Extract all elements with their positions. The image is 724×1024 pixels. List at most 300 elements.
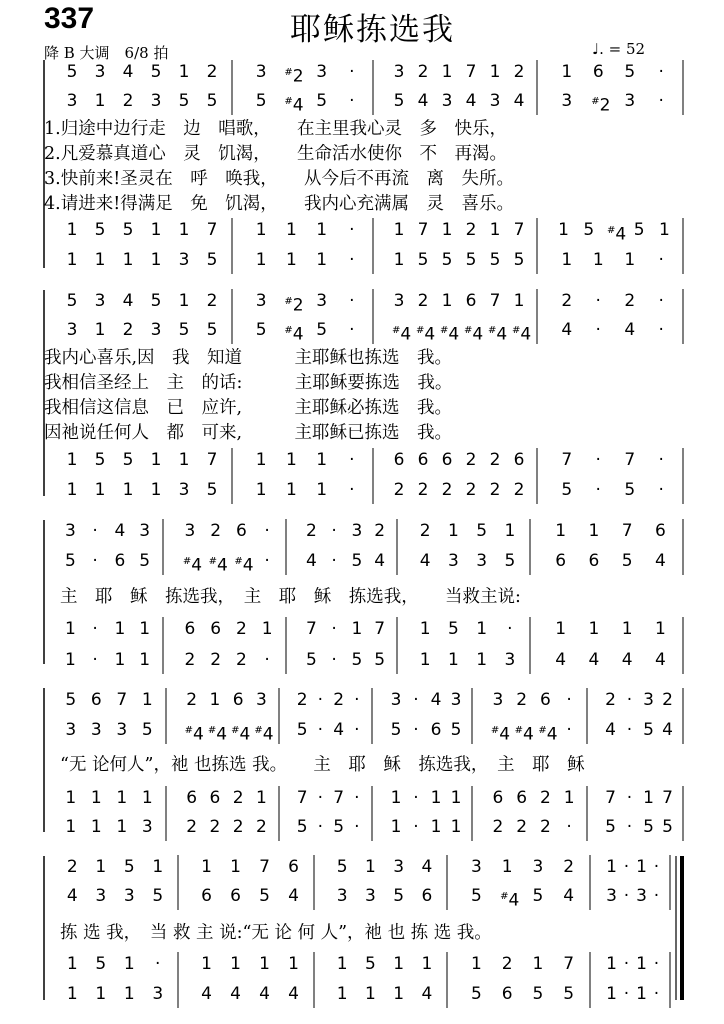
note: 1 <box>94 320 106 340</box>
note: 3 <box>178 250 190 270</box>
note: 1 <box>316 450 328 470</box>
note: 4 <box>122 62 134 82</box>
note: 4 <box>333 720 345 740</box>
note: 2 <box>184 650 196 670</box>
lyric-line: “无 论何人”，祂 也拣选 我。 主 耶 稣 拣选我， 主 耶 稣 <box>60 755 585 775</box>
note: 3 <box>532 857 544 877</box>
note: 1 <box>150 250 162 270</box>
note: 2 <box>66 857 78 877</box>
lyric-line: 2.凡爱慕真道心 灵 饥渴， 生命活水使你 不 再渴。 <box>44 144 507 164</box>
note: · <box>413 817 419 837</box>
note: · <box>349 220 355 240</box>
note: 3 <box>64 521 76 541</box>
note: #4 <box>182 555 203 576</box>
note: 5 <box>178 320 190 340</box>
note: 1 <box>288 954 299 974</box>
note: 2 <box>419 521 431 541</box>
note: · <box>595 291 601 311</box>
note: 1 <box>636 954 647 974</box>
lyric-line: 因祂说任何人 都 可来, 主耶稣已拣选 我。 <box>44 423 453 443</box>
note: 6 <box>210 619 222 639</box>
note: · <box>507 619 513 639</box>
note: 2 <box>516 817 528 837</box>
note: 5 <box>123 857 135 877</box>
note: 6 <box>186 788 198 808</box>
note: #4 <box>512 324 532 345</box>
note: 1 <box>441 62 453 82</box>
note: 3 <box>150 320 162 340</box>
note: 5 <box>532 886 544 906</box>
note: · <box>623 954 630 974</box>
note: 1 <box>606 857 617 877</box>
note: 5 <box>296 817 308 837</box>
note: 4 <box>662 720 673 740</box>
note: 3 <box>178 480 190 500</box>
key-signature: 降 B 大调 6/8 拍 <box>44 44 169 62</box>
note: #4 <box>514 724 534 745</box>
note: 1 <box>64 650 76 670</box>
note: 3 <box>393 62 405 82</box>
note: 1 <box>255 250 267 270</box>
note: 1 <box>476 650 488 670</box>
note: · <box>413 690 419 710</box>
note: · <box>653 857 660 877</box>
note: · <box>658 91 664 111</box>
note: 2 <box>539 788 551 808</box>
note: 7 <box>206 220 218 240</box>
note: 6 <box>209 788 221 808</box>
note: #2 <box>284 295 304 316</box>
note: 5 <box>624 62 636 82</box>
note: 7 <box>333 788 345 808</box>
note: · <box>623 984 630 1004</box>
note: · <box>264 650 270 670</box>
note: 5 <box>351 650 363 670</box>
note: 5 <box>122 450 134 470</box>
note: 1 <box>658 220 670 240</box>
note: 1 <box>178 291 190 311</box>
note: 2 <box>210 650 222 670</box>
note: 1 <box>90 817 102 837</box>
note: 5 <box>206 480 218 500</box>
note: · <box>264 521 270 541</box>
note: 1 <box>441 291 453 311</box>
note: · <box>331 521 337 541</box>
note: 1 <box>504 521 516 541</box>
note: 7 <box>374 619 386 639</box>
note: 4 <box>624 320 636 340</box>
note: · <box>653 984 660 1004</box>
note: 1 <box>563 788 575 808</box>
note: 1 <box>513 291 525 311</box>
note: 1 <box>430 788 442 808</box>
note: 5 <box>624 480 636 500</box>
note: · <box>566 690 572 710</box>
note: 1 <box>421 954 433 974</box>
note: 5 <box>316 320 328 340</box>
note: 2 <box>186 817 198 837</box>
note: 4 <box>421 984 433 1004</box>
note: 2 <box>489 480 501 500</box>
note: · <box>349 91 355 111</box>
note: · <box>658 450 664 470</box>
note: · <box>349 250 355 270</box>
note: #2 <box>284 66 304 87</box>
note: · <box>658 291 664 311</box>
note: 3 <box>624 91 636 111</box>
note: 1 <box>561 62 573 82</box>
note: 4 <box>430 690 442 710</box>
note: 1 <box>316 480 328 500</box>
note: 1 <box>95 857 107 877</box>
note: 1 <box>90 788 102 808</box>
note: 5 <box>255 91 267 111</box>
note: 5 <box>374 650 386 670</box>
note: 1 <box>65 788 77 808</box>
note: · <box>92 650 98 670</box>
note: 3 <box>364 886 376 906</box>
note: 5 <box>64 551 76 571</box>
note: · <box>354 788 360 808</box>
note: 1 <box>123 984 135 1004</box>
note: 5 <box>583 220 595 240</box>
note: 1 <box>390 817 402 837</box>
note: · <box>349 450 355 470</box>
note: 5 <box>447 619 459 639</box>
note: 7 <box>605 788 616 808</box>
note: · <box>626 720 633 740</box>
note: #4 <box>234 555 254 576</box>
note: 5 <box>66 62 78 82</box>
note: 1 <box>139 619 151 639</box>
note: 5 <box>504 551 516 571</box>
note: 4 <box>230 984 241 1004</box>
note: 3 <box>65 720 77 740</box>
note: 2 <box>513 62 525 82</box>
note: 1 <box>285 450 297 470</box>
note: #4 <box>254 724 274 745</box>
note: · <box>354 720 360 740</box>
note: · <box>595 450 601 470</box>
note: 2 <box>516 690 528 710</box>
note: 4 <box>122 291 134 311</box>
note: 5 <box>393 886 405 906</box>
note: #4 <box>500 890 520 911</box>
note: 1 <box>116 788 128 808</box>
note: 6 <box>555 551 567 571</box>
note: 1 <box>441 220 453 240</box>
note: 4 <box>654 551 666 571</box>
note: 3 <box>390 690 402 710</box>
note: 5 <box>152 886 164 906</box>
note: 4 <box>417 91 429 111</box>
note: 5 <box>643 817 654 837</box>
note: 6 <box>501 984 513 1004</box>
note: 1 <box>95 984 107 1004</box>
note: 5 <box>662 817 673 837</box>
note: 4 <box>66 886 78 906</box>
note: 1 <box>94 250 106 270</box>
note: 3 <box>447 551 459 571</box>
note: 3 <box>393 291 405 311</box>
note: 1 <box>555 521 567 541</box>
note: 5 <box>333 817 345 837</box>
note: 1 <box>501 857 513 877</box>
note: 2 <box>465 220 477 240</box>
note: 4 <box>374 551 386 571</box>
note: 4 <box>621 650 633 670</box>
note: 7 <box>489 291 501 311</box>
note: 2 <box>235 650 247 670</box>
note: 1 <box>152 857 164 877</box>
note: 7 <box>621 521 633 541</box>
note: 1 <box>532 954 544 974</box>
note: 3 <box>476 551 488 571</box>
note: 2 <box>605 690 616 710</box>
note: 1 <box>65 817 77 837</box>
note: 1 <box>64 619 76 639</box>
note: 1 <box>636 984 647 1004</box>
note: 5 <box>390 720 402 740</box>
note: 1 <box>561 250 573 270</box>
note: 6 <box>654 521 666 541</box>
note: 1 <box>447 521 459 541</box>
note: 1 <box>255 220 267 240</box>
note: 6 <box>114 551 126 571</box>
note: 1 <box>66 450 78 470</box>
note: 5 <box>393 91 405 111</box>
note: 1 <box>122 480 134 500</box>
note: 2 <box>489 450 501 470</box>
note: 7 <box>563 954 575 974</box>
note: 1 <box>606 954 617 974</box>
note: 5 <box>122 220 134 240</box>
note: 1 <box>139 650 151 670</box>
lyric-line: 3.快前来!圣灵在 呼 唤我， 从今后不再流 离 失所。 <box>44 169 514 189</box>
note: 6 <box>441 450 453 470</box>
note: 1 <box>489 62 501 82</box>
note: 1 <box>364 984 376 1004</box>
note: 5 <box>643 720 654 740</box>
note: 1 <box>114 650 126 670</box>
note: 1 <box>178 62 190 82</box>
note: 5 <box>450 720 462 740</box>
note: 2 <box>417 480 429 500</box>
note: 3 <box>94 291 106 311</box>
note: 5 <box>532 984 544 1004</box>
note: 5 <box>470 984 482 1004</box>
note: 4 <box>588 650 600 670</box>
note: 2 <box>501 954 513 974</box>
note: 2 <box>563 857 575 877</box>
note: 1 <box>116 817 128 837</box>
note: 5 <box>513 250 525 270</box>
note: 5 <box>441 250 453 270</box>
note: #4 <box>416 324 436 345</box>
note: 5 <box>605 817 616 837</box>
note: #4 <box>392 324 412 345</box>
note: 5 <box>465 250 477 270</box>
note: #4 <box>284 324 304 345</box>
note: 1 <box>636 857 647 877</box>
note: 1 <box>390 788 402 808</box>
note: 2 <box>206 62 218 82</box>
note: 1 <box>393 250 405 270</box>
note: · <box>653 954 660 974</box>
note: 7 <box>417 220 429 240</box>
note: #4 <box>184 724 204 745</box>
note: 3 <box>141 817 153 837</box>
note: 1 <box>285 220 297 240</box>
note: 1 <box>336 984 348 1004</box>
note: 6 <box>592 62 604 82</box>
note: 2 <box>374 521 386 541</box>
note: 5 <box>476 521 488 541</box>
note: 4 <box>465 91 477 111</box>
note: 1 <box>621 619 633 639</box>
note: 3 <box>450 690 462 710</box>
note: · <box>349 62 355 82</box>
note: 1 <box>178 450 190 470</box>
note: 1 <box>430 817 442 837</box>
note: 5 <box>206 250 218 270</box>
note: 1 <box>66 954 78 974</box>
note: 3 <box>139 521 151 541</box>
note: 3 <box>606 886 617 906</box>
note: · <box>595 320 601 340</box>
note: 1 <box>261 619 273 639</box>
note: 2 <box>662 690 673 710</box>
note: 1 <box>419 619 431 639</box>
note: 1 <box>606 984 617 1004</box>
lyric-line: 拣 选 我， 当 救 主 说:“无 论 何 人”，祂 也 拣 选 我。 <box>60 923 492 943</box>
note: 2 <box>235 619 247 639</box>
note: 5 <box>417 250 429 270</box>
note: 5 <box>255 320 267 340</box>
note: 1 <box>285 250 297 270</box>
note: · <box>626 690 633 710</box>
note: 1 <box>364 857 376 877</box>
note: 7 <box>662 788 673 808</box>
note: #4 <box>207 724 228 745</box>
note: 1 <box>255 450 267 470</box>
note: 1 <box>588 521 600 541</box>
note: #4 <box>488 324 508 345</box>
note: 2 <box>393 480 405 500</box>
note: 6 <box>417 450 429 470</box>
note: · <box>566 817 572 837</box>
note: 1 <box>643 788 654 808</box>
note: 2 <box>209 817 221 837</box>
note: 6 <box>539 690 551 710</box>
note: 5 <box>150 291 162 311</box>
note: 1 <box>470 954 482 974</box>
note: 4 <box>513 91 525 111</box>
note: 1 <box>209 690 221 710</box>
note: 5 <box>351 551 363 571</box>
note: 6 <box>230 886 241 906</box>
note: 1 <box>230 857 241 877</box>
note: 1 <box>150 480 162 500</box>
note: 1 <box>336 954 348 974</box>
note: 1 <box>393 954 405 974</box>
note: 3 <box>152 984 164 1004</box>
note: · <box>264 551 270 571</box>
note: 1 <box>178 220 190 240</box>
note: 4 <box>555 650 567 670</box>
note: 3 <box>90 720 102 740</box>
note: 1 <box>588 619 600 639</box>
note: · <box>92 551 98 571</box>
note: 6 <box>232 690 244 710</box>
note: 2 <box>232 788 244 808</box>
note: · <box>92 619 98 639</box>
note: 5 <box>336 857 348 877</box>
note: 3 <box>316 291 328 311</box>
note: · <box>331 650 337 670</box>
lyric-line: 我相信圣经上 主 的话: 主耶稣要拣选 我。 <box>44 373 453 393</box>
note: 1 <box>66 220 78 240</box>
note: 2 <box>232 817 244 837</box>
note: 1 <box>66 984 78 1004</box>
note: 7 <box>513 220 525 240</box>
note: 3 <box>561 91 573 111</box>
note: 3 <box>441 91 453 111</box>
note: 3 <box>255 690 267 710</box>
note: 1 <box>450 788 462 808</box>
note: · <box>566 720 572 740</box>
note: 7 <box>465 62 477 82</box>
note: 3 <box>492 690 504 710</box>
note: 6 <box>492 788 504 808</box>
note: 5 <box>95 954 107 974</box>
note: 4 <box>421 857 433 877</box>
note: · <box>413 788 419 808</box>
note: 2 <box>305 521 317 541</box>
note: 2 <box>417 291 429 311</box>
note: 1 <box>122 250 134 270</box>
note: 1 <box>150 450 162 470</box>
note: 1 <box>419 650 431 670</box>
note: 5 <box>141 720 153 740</box>
note: 5 <box>305 650 317 670</box>
note: 2 <box>539 817 551 837</box>
note: 3 <box>336 886 348 906</box>
note: · <box>155 954 161 974</box>
note: 1 <box>114 619 126 639</box>
note: 3 <box>116 720 128 740</box>
note: · <box>413 720 419 740</box>
note: 7 <box>259 857 270 877</box>
note: 3 <box>255 62 267 82</box>
note: 3 <box>95 886 107 906</box>
note: 2 <box>333 690 345 710</box>
note: 5 <box>139 551 151 571</box>
note: 5 <box>178 91 190 111</box>
note: · <box>317 690 324 710</box>
note: · <box>92 521 98 541</box>
note: 2 <box>296 690 308 710</box>
note: · <box>317 817 324 837</box>
note: 5 <box>470 886 482 906</box>
note: 7 <box>305 619 317 639</box>
lyric-line: 主 耶 稣 拣选我， 主 耶 稣 拣选我， 当救主说: <box>60 587 521 607</box>
note: #4 <box>607 224 627 245</box>
note: 1 <box>316 250 328 270</box>
note: 4 <box>288 984 299 1004</box>
note: 1 <box>316 220 328 240</box>
note: 6 <box>184 619 196 639</box>
